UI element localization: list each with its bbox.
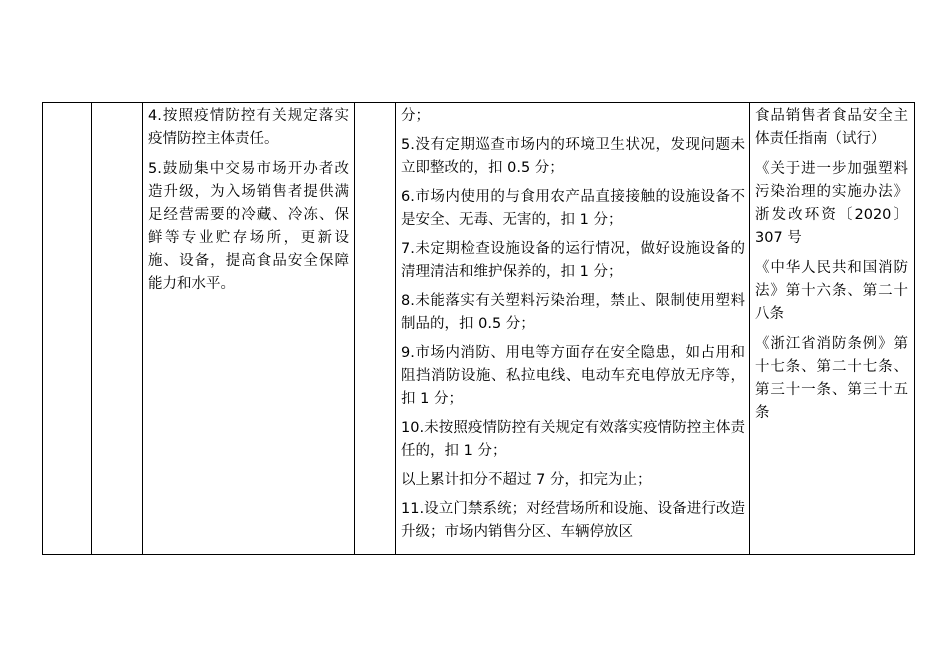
table-cell-references — [750, 103, 915, 555]
scoring-rule-item: 5.没有定期巡查市场内的环境卫生状况，发现问题未立即整改的，扣 0.5 分； — [401, 137, 745, 176]
reference-item: 《关于进一步加强塑料污染治理的实施办法》浙发改环资〔2020〕307 号 — [755, 161, 908, 246]
requirement-item: 4.按照疫情防控有关规定落实疫情防控主体责任。 — [148, 108, 349, 147]
reference-item: 食品销售者食品安全主体责任指南（试行） — [755, 108, 908, 147]
scoring-rule-item: 11.设立门禁系统；对经营场所和设施、设备进行改造升级；市场内销售分区、车辆停放区 — [401, 501, 745, 540]
scoring-rule-item: 6.市场内使用的与食用农产品直接接触的设施设备不是安全、无毒、无害的，扣 1 分； — [401, 189, 745, 228]
requirement-item: 5.鼓励集中交易市场开办者改造升级，为入场销售者提供满足经营需要的冷藏、冷冻、保鲜等专业贮存场所，更新设施、设备，提高食品安全保障能力和水平。 — [148, 161, 349, 292]
scoring-rule-item: 10.未按照疫情防控有关规定有效落实疫情防控主体责任的，扣 1 分； — [401, 420, 745, 459]
reference-item: 《浙江省消防条例》第十七条、第二十七条、第三十一条、第三十五条 — [755, 336, 908, 421]
scoring-rule-item: 以上累计扣分不超过 7 分，扣完为止； — [401, 472, 652, 488]
scoring-rule-item: 分； — [401, 108, 430, 124]
table-row — [43, 103, 915, 555]
table-cell-index — [43, 103, 92, 555]
table-cell-requirements — [143, 103, 355, 555]
table-cell-category — [92, 103, 143, 555]
reference-item: 《中华人民共和国消防法》第十六条、第二十八条 — [755, 260, 908, 322]
table-cell-score — [355, 103, 396, 555]
table-cell-scoring-rules — [396, 103, 750, 555]
scoring-rule-item: 9.市场内消防、用电等方面存在安全隐患，如占用和阻挡消防设施、私拉电线、电动车充电停放无序等，扣 1 分； — [401, 345, 745, 407]
evaluation-table — [42, 102, 915, 555]
scoring-rule-item: 8.未能落实有关塑料污染治理，禁止、限制使用塑料制品的，扣 0.5 分； — [401, 293, 745, 332]
scoring-rule-item: 7.未定期检查设施设备的运行情况，做好设施设备的清理清洁和维护保养的，扣 1 分； — [401, 241, 745, 280]
